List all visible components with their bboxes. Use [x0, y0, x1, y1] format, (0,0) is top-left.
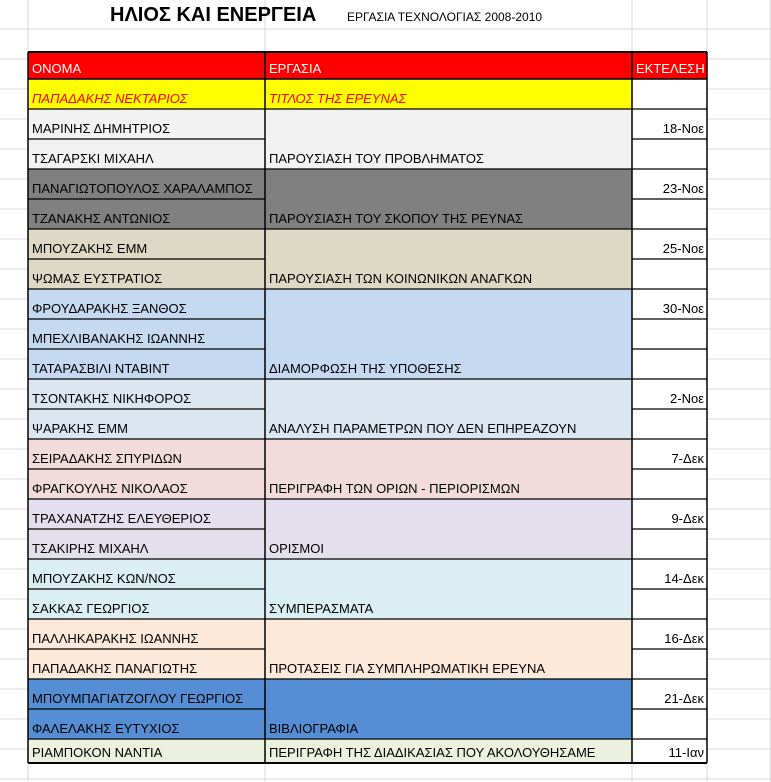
name-cell[interactable]: ΤΣΑΚΙΡΗΣ ΜΙΧΑΗΛ	[28, 529, 265, 559]
date-cell[interactable]: 14-Δεκ	[632, 559, 707, 589]
date-cell[interactable]	[632, 139, 707, 169]
name-cell[interactable]: ΤΑΤΑΡΑΣΒΙΛΙ ΝΤΑΒΙΝΤ	[28, 349, 265, 379]
date-cell[interactable]: 7-Δεκ	[632, 439, 707, 469]
date-cell[interactable]: 25-Νοε	[632, 229, 707, 259]
task-cell[interactable]: ΟΡΙΣΜΟΙ	[265, 499, 632, 559]
name-cell[interactable]: ΤΣΟΝΤΑΚΗΣ ΝΙΚΗΦΟΡΟΣ	[28, 379, 265, 409]
name-cell[interactable]: ΤΡΑΧΑΝΑΤΖΗΣ ΕΛΕΥΘΕΡΙΟΣ	[28, 499, 265, 529]
name-cell[interactable]: ΠΑΛΛΗΚΑΡΑΚΗΣ ΙΩΑΝΝΗΣ	[28, 619, 265, 649]
page-subtitle: ΕΡΓΑΣΙΑ ΤΕΧΝΟΛΟΓΙΑΣ 2008-2010	[347, 10, 543, 24]
date-cell[interactable]	[632, 409, 707, 439]
date-cell[interactable]	[632, 349, 707, 379]
task-cell[interactable]: ΠΑΡΟΥΣΙΑΣΗ ΤΟΥ ΣΚΟΠΟΥ ΤΗΣ ΡΕΥΝΑΣ	[265, 169, 632, 229]
date-cell[interactable]: 11-Ιαν	[632, 739, 707, 763]
name-cell[interactable]: ΜΠΟΥΖΑΚΗΣ ΕΜΜ	[28, 229, 265, 259]
task-cell[interactable]: ΤΙΤΛΟΣ ΤΗΣ ΕΡΕΥΝΑΣ	[265, 79, 632, 109]
name-cell[interactable]: ΨΩΜΑΣ ΕΥΣΤΡΑΤΙΟΣ	[28, 259, 265, 289]
task-cell[interactable]: ΒΙΒΛΙΟΓΡΑΦΙΑ	[265, 679, 632, 739]
name-cell[interactable]: ΠΑΠΑΔΑΚΗΣ ΠΑΝΑΓΙΩΤΗΣ	[28, 649, 265, 679]
task-cell[interactable]: ΠΑΡΟΥΣΙΑΣΗ ΤΟΥ ΠΡΟΒΛΗΜΑΤΟΣ	[265, 109, 632, 169]
name-cell[interactable]: ΦΡΟΥΔΑΡΑΚΗΣ ΞΑΝΘΟΣ	[28, 289, 265, 319]
task-cell[interactable]: ΠΕΡΙΓΡΑΦΗ ΤΗΣ ΔΙΑΔΙΚΑΣΙΑΣ ΠΟΥ ΑΚΟΛΟΥΘΗΣΑΜΕ	[265, 739, 632, 763]
date-cell[interactable]: 9-Δεκ	[632, 499, 707, 529]
name-cell[interactable]: ΤΖΑΝΑΚΗΣ ΑΝΤΩΝΙΟΣ	[28, 199, 265, 229]
date-cell[interactable]	[632, 469, 707, 499]
name-cell[interactable]: ΡΙΑΜΠΟΚΟΝ ΝΑΝΤΙΑ	[28, 739, 265, 763]
name-cell[interactable]: ΦΑΛΕΛΑΚΗΣ ΕΥΤΥΧΙΟΣ	[28, 709, 265, 739]
name-cell[interactable]: ΜΑΡΙΝΗΣ ΔΗΜΗΤΡΙΟΣ	[28, 109, 265, 139]
date-cell[interactable]: 23-Νοε	[632, 169, 707, 199]
date-cell[interactable]	[632, 589, 707, 619]
date-cell[interactable]	[632, 259, 707, 289]
date-cell[interactable]: 16-Δεκ	[632, 619, 707, 649]
task-cell[interactable]: ΣΥΜΠΕΡΑΣΜΑΤΑ	[265, 559, 632, 619]
task-cell[interactable]: ΠΕΡΙΓΡΑΦΗ ΤΩΝ ΟΡΙΩΝ - ΠΕΡΙΟΡΙΣΜΩΝ	[265, 439, 632, 499]
date-cell[interactable]: 30-Νοε	[632, 289, 707, 319]
name-cell[interactable]: ΜΠΟΥΖΑΚΗΣ ΚΩΝ/ΝΟΣ	[28, 559, 265, 589]
date-cell[interactable]: 21-Δεκ	[632, 679, 707, 709]
task-cell[interactable]: ΔΙΑΜΟΡΦΩΣΗ ΤΗΣ ΥΠΟΘΕΣΗΣ	[265, 289, 632, 379]
name-cell[interactable]: ΣΕΙΡΑΔΑΚΗΣ ΣΠΥΡΙΔΩΝ	[28, 439, 265, 469]
name-cell[interactable]: ΣΑΚΚΑΣ ΓΕΩΡΓΙΟΣ	[28, 589, 265, 619]
name-cell[interactable]: ΦΡΑΓΚΟΥΛΗΣ ΝΙΚΟΛΑΟΣ	[28, 469, 265, 499]
name-cell[interactable]: ΠΑΠΑΔΑΚΗΣ ΝΕΚΤΑΡΙΟΣ	[28, 79, 265, 109]
date-cell[interactable]	[632, 319, 707, 349]
column-header-task[interactable]: ΕΡΓΑΣΙΑ	[265, 52, 632, 79]
name-cell[interactable]: ΠΑΝΑΓΙΩΤΟΠΟΥΛΟΣ ΧΑΡΑΛΑΜΠΟΣ	[28, 169, 265, 199]
name-cell[interactable]: ΤΣΑΓΑΡΣΚΙ ΜΙΧΑΗΛ	[28, 139, 265, 169]
task-cell[interactable]: ΠΑΡΟΥΣΙΑΣΗ ΤΩΝ ΚΟΙΝΩΝΙΚΩΝ ΑΝΑΓΚΩΝ	[265, 229, 632, 289]
date-cell[interactable]	[632, 199, 707, 229]
date-cell[interactable]	[632, 79, 707, 109]
date-cell[interactable]: 2-Νοε	[632, 379, 707, 409]
date-cell[interactable]	[632, 529, 707, 559]
name-cell[interactable]: ΜΠΕΧΛΙΒΑΝΑΚΗΣ ΙΩΑΝΝΗΣ	[28, 319, 265, 349]
task-cell[interactable]: ΑΝΑΛΥΣΗ ΠΑΡΑΜΕΤΡΩΝ ΠΟΥ ΔΕΝ ΕΠΗΡΕΑΖΟΥΝ	[265, 379, 632, 439]
name-cell[interactable]: ΨΑΡΑΚΗΣ ΕΜΜ	[28, 409, 265, 439]
date-cell[interactable]	[632, 649, 707, 679]
name-cell[interactable]: ΜΠΟΥΜΠΑΓΙΑΤΖΟΓΛΟΥ ΓΕΩΡΓΙΟΣ	[28, 679, 265, 709]
date-cell[interactable]: 18-Νοε	[632, 109, 707, 139]
column-header-date[interactable]: ΕΚΤΕΛΕΣΗ	[632, 52, 707, 79]
date-cell[interactable]	[632, 709, 707, 739]
page-title: ΗΛΙΟΣ ΚΑΙ ΕΝΕΡΓΕΙΑ	[110, 4, 317, 26]
column-header-name[interactable]: ΟΝΟΜΑ	[28, 52, 265, 79]
task-cell[interactable]: ΠΡΟΤΑΣΕΙΣ ΓΙΑ ΣΥΜΠΛΗΡΩΜΑΤΙΚΗ ΕΡΕΥΝΑ	[265, 619, 632, 679]
